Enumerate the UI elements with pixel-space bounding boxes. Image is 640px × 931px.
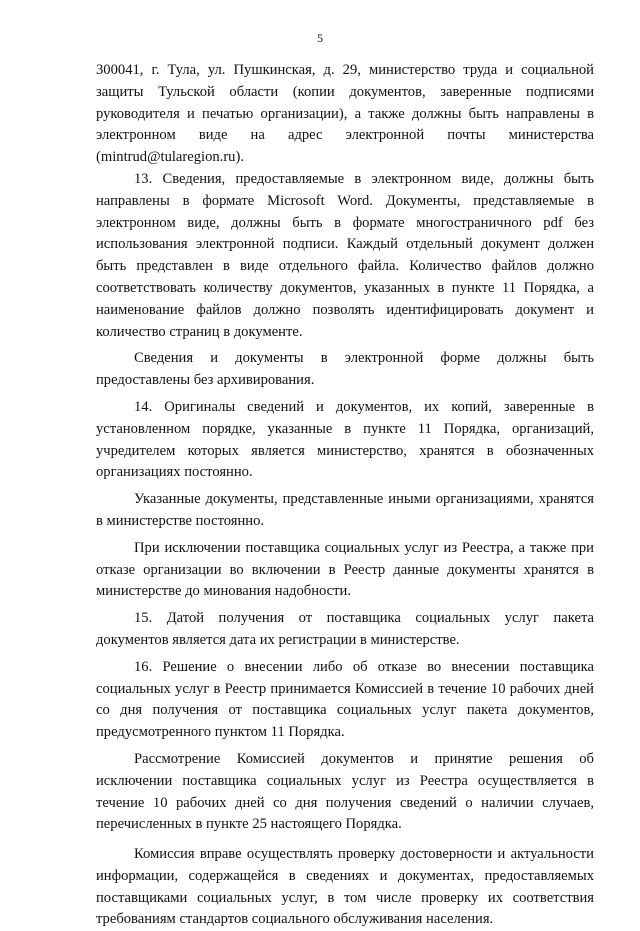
- paragraph-16-exclusion-review: Рассмотрение Комиссией документов и принятие решения об исключении поставщика социальных услуг из Реестра осуществляется в течение 10 рабочих дней со дня получения сведений о наличии случаев, перечисленных в пункте 25 настоящего Порядка.: [96, 750, 594, 833]
- paragraph-16: 16. Решение о внесении либо об отказе во внесении поставщика социальных услуг в Реестр принимается Комиссией в течение 10 рабочих дней со дня получения от поставщика социальных услуг пакета документов, предусмотренного пунктом 11 Порядка.: [96, 658, 594, 741]
- paragraph-14: 14. Оригиналы сведений и документов, их копий, заверенные в установленном порядке, указанные в пункте 11 Порядка, организаций, учредителем которых является министерство, хранятся в обозначенных организациях постоянно.: [96, 398, 594, 481]
- paragraph-14-other-orgs: Указанные документы, представленные иными организациями, хранятся в министерстве постоянно.: [96, 491, 594, 529]
- paragraph-15: 15. Датой получения от поставщика социальных услуг пакета документов является дата их регистрации в министерстве.: [96, 610, 594, 648]
- paragraph-13-archive: Сведения и документы в электронной форме должны быть предоставлены без архивирования.: [96, 350, 594, 389]
- paragraph-13: 13. Сведения, предоставляемые в электронном виде, должны быть направлены в формате Microsoft Word. Документы, представляемые в электронном виде, должны быть в формате многостраничного pdf без использования электронной подписи. Каждый отдельный документ должен быть представлен в виде отдельного файла. Количество файлов должно соответствовать количеству документов, указанных в пункте 11 Порядка, а наименование файлов должно позволять идентифицировать документ и количество страниц в документе.: [96, 170, 594, 340]
- page-number: 5: [317, 31, 323, 45]
- paragraph-16-commission-check: Комиссия вправе осуществлять проверку достоверности и актуальности информации, содержащейся в сведениях и документах, предоставляемых поставщиками социальных услуг, в том числе проверку их соответствия требованиям стандартов социального обслуживания населения.: [96, 846, 594, 928]
- document-body: [96, 60, 594, 931]
- paragraph-address: 300041, г. Тула, ул. Пушкинская, д. 29, министерство труда и социальной защиты Тульской области (копии документов, заверенные подписями руководителя и печатью организации), а также должны быть направлены в электронном виде на адрес электронной почты министерства (mintrud@tularegion.ru).: [96, 62, 594, 166]
- paragraph-14-exclusion: При исключении поставщика социальных услуг из Реестра, а также при отказе организации во включении в Реестр данные документы хранятся в министерстве до минования надобности.: [96, 539, 594, 600]
